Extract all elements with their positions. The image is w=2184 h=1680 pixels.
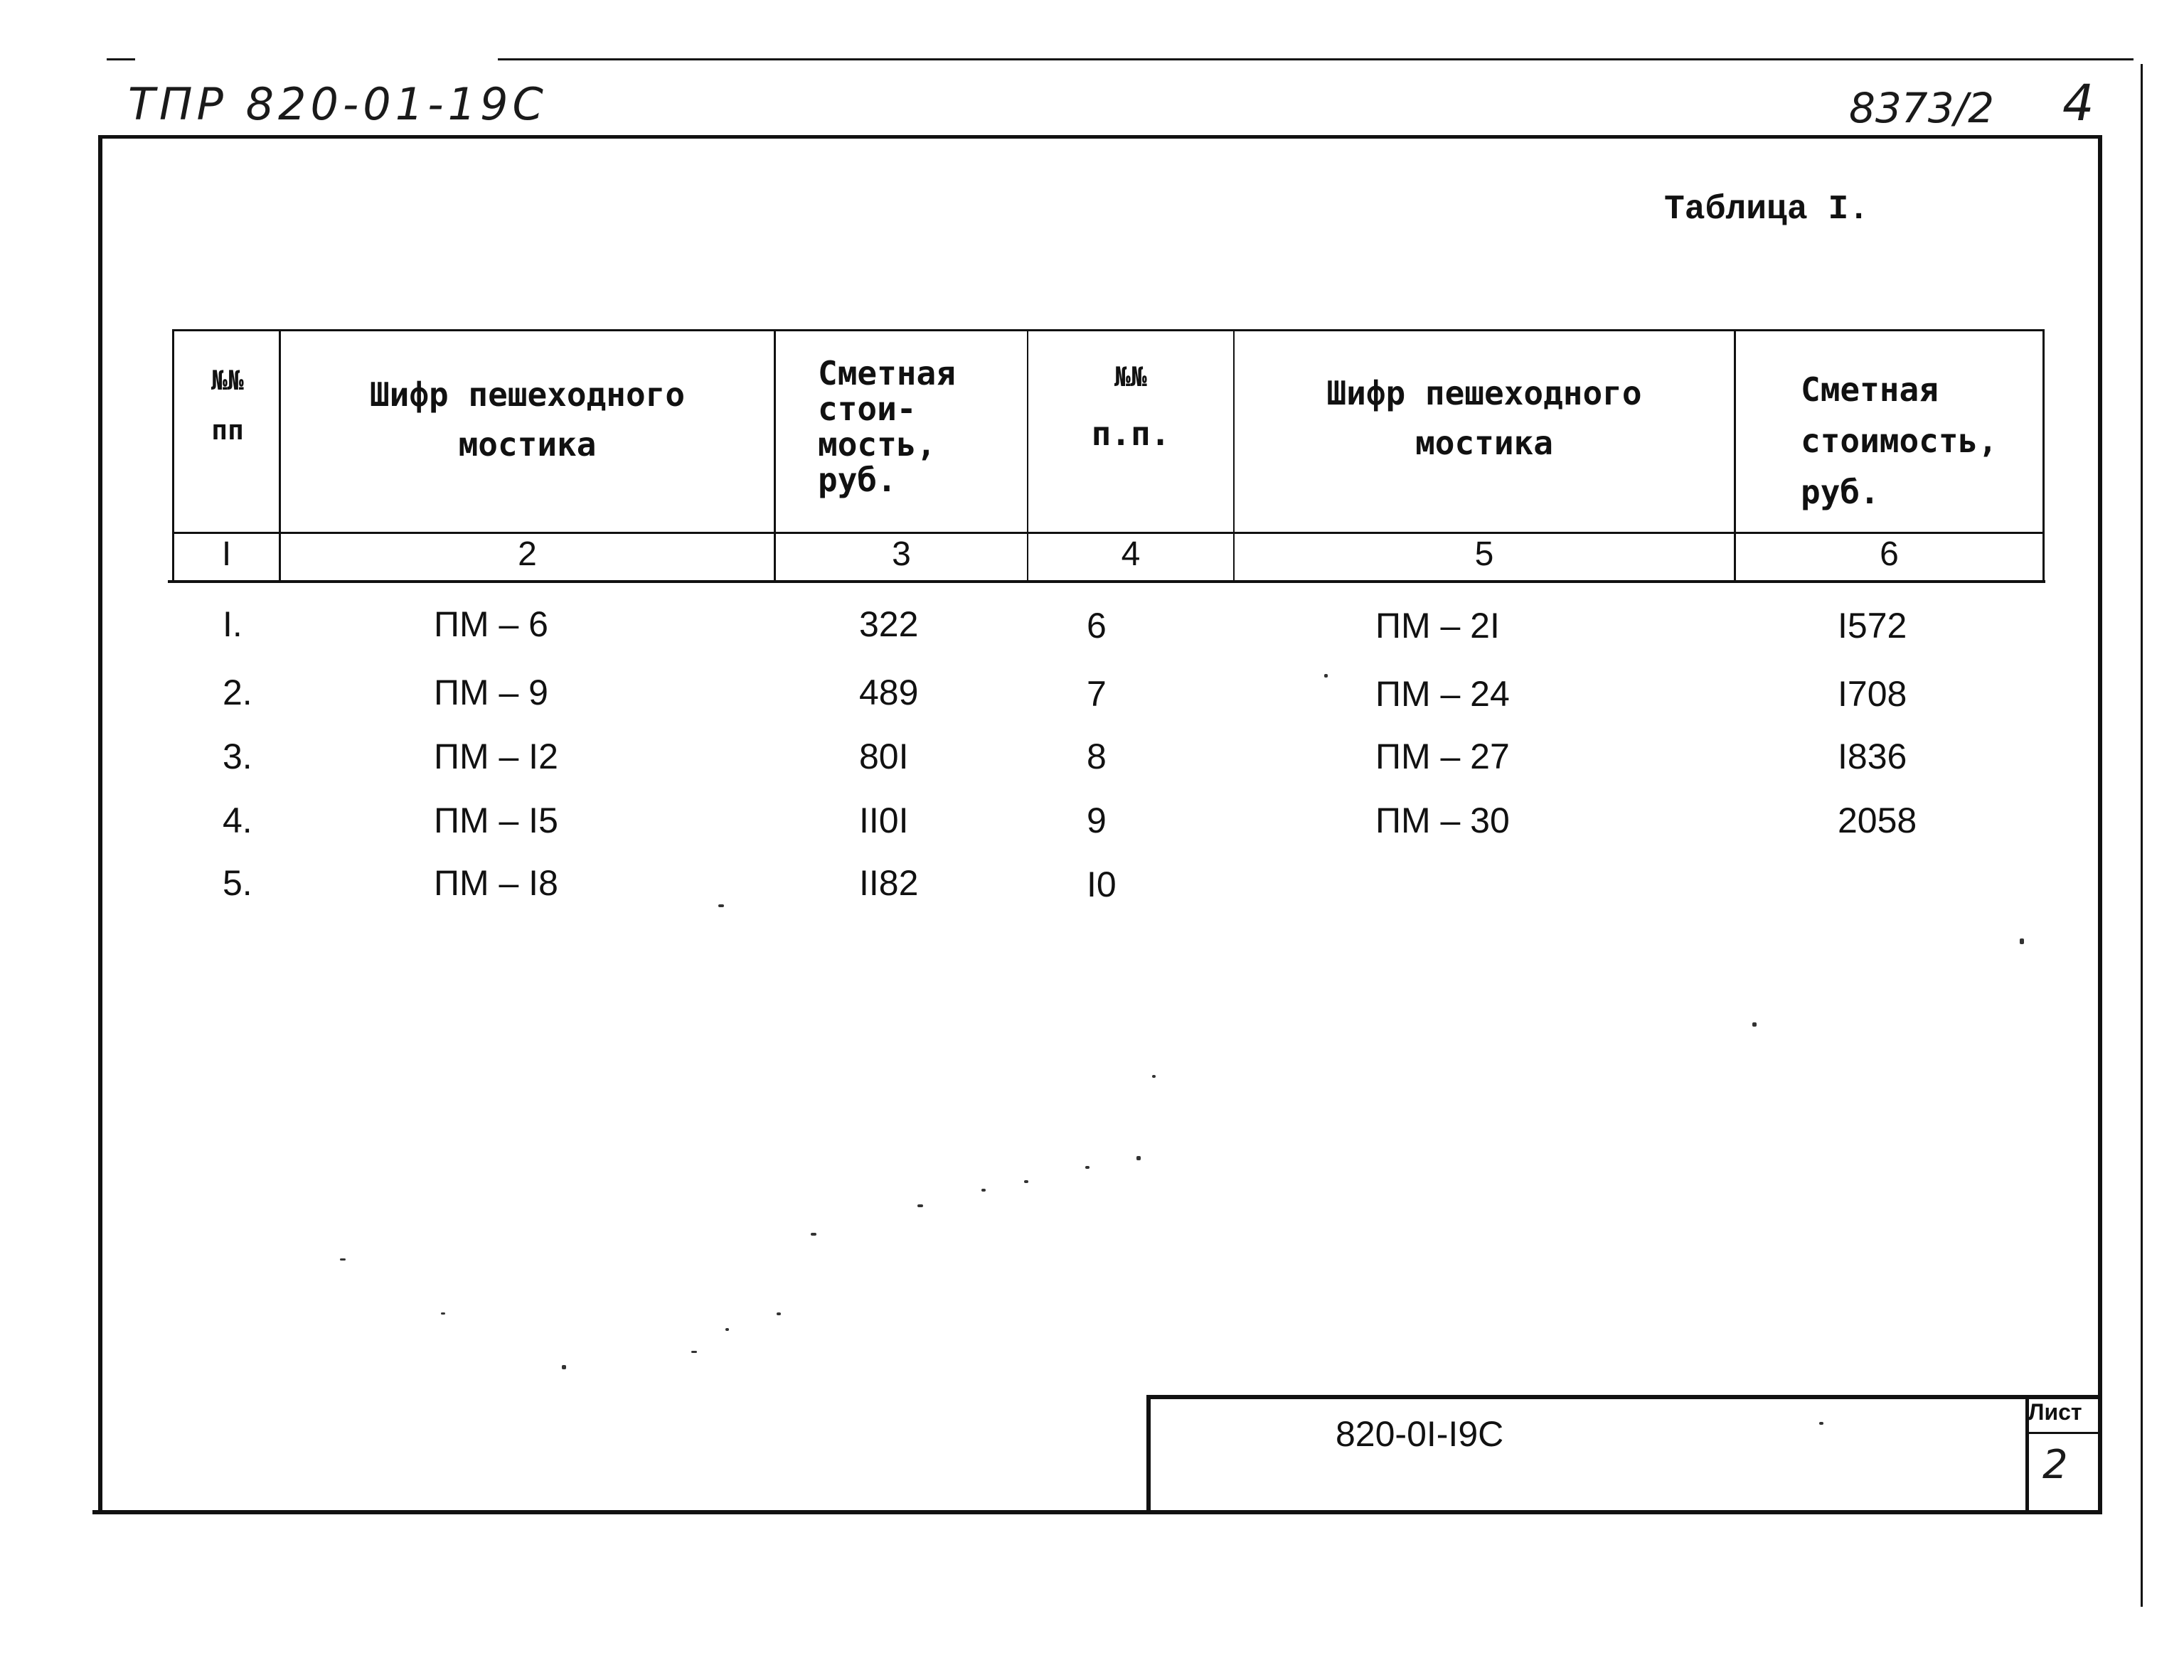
row-1-number: I. (223, 604, 243, 644)
col-header-6-line1: Сметная (1801, 370, 1939, 409)
col-header-2-line2: мостика (458, 425, 597, 464)
col-number-3: 3 (892, 535, 911, 573)
row-8-number: 8 (1087, 737, 1107, 776)
table-numbers-bottom-line (168, 580, 2045, 583)
stamp-sheet-label: Лист (2028, 1399, 2082, 1425)
scan-speck (2020, 938, 2024, 944)
row-2-number: 2. (223, 673, 252, 712)
col-header-6-line2: стоимость, (1801, 422, 1998, 460)
row-7-cost: I708 (1838, 674, 1907, 714)
col-number-1: I (221, 535, 232, 573)
stamp-sheet-number: 2 (2042, 1442, 2068, 1488)
col-header-5 (1235, 368, 1734, 468)
col-header-3-line1: Сметная (818, 354, 956, 392)
scan-speck (917, 1204, 923, 1207)
col-header-1-line2: пп (211, 414, 244, 446)
top-rule (498, 58, 2134, 60)
col-header-3-line2: стои- (818, 390, 917, 428)
scan-speck (718, 904, 724, 907)
col-number-4: 4 (1121, 535, 1141, 573)
row-4-number: 4. (223, 801, 252, 840)
table-top-line (172, 329, 2044, 331)
col-header-4-line1: №№ (1114, 361, 1147, 392)
frame-bottom (92, 1510, 2102, 1514)
col-header-6 (1801, 364, 2042, 518)
row-5-number: 5. (223, 863, 252, 903)
table-header-bottom-line (172, 532, 2044, 534)
row-8-code: ПМ – 27 (1375, 737, 1510, 776)
scan-speck (1152, 1075, 1156, 1078)
scan-speck (1024, 1180, 1028, 1183)
sheet-mark: 4 (2062, 74, 2094, 132)
col-number-6: 6 (1880, 535, 1899, 573)
col-header-4-line2: п.п. (1091, 414, 1171, 453)
table-vline-6 (2042, 329, 2045, 580)
col-header-3-line4: руб. (818, 461, 897, 499)
scan-speck (1324, 674, 1328, 678)
row-1-code: ПМ – 6 (434, 604, 548, 644)
row-3-code: ПМ – I2 (434, 737, 558, 776)
scan-speck (777, 1312, 781, 1315)
row-9-code: ПМ – 30 (1375, 801, 1510, 840)
row-8-cost: I836 (1838, 737, 1907, 776)
scan-speck (691, 1351, 697, 1353)
document-code: ТПР 820-01-19С (128, 78, 548, 130)
row-2-cost: 489 (859, 673, 919, 712)
scan-speck (562, 1365, 566, 1369)
scan-speck (1752, 1022, 1757, 1027)
scan-speck (725, 1328, 729, 1331)
row-9-cost: 2058 (1838, 801, 1917, 840)
row-6-number: 6 (1087, 606, 1107, 646)
frame-left (98, 135, 102, 1514)
row-5-code: ПМ – I8 (434, 863, 558, 903)
row-7-number: 7 (1087, 674, 1107, 714)
col-number-2: 2 (518, 535, 537, 573)
col-header-5-line1: Шифр пешеходного (1326, 374, 1642, 412)
scan-speck (1136, 1156, 1141, 1160)
col-header-2 (281, 370, 774, 469)
row-10-number: I0 (1087, 865, 1117, 904)
scan-speck (340, 1258, 346, 1261)
row-7-code: ПМ – 24 (1375, 674, 1510, 714)
row-3-cost: 80I (859, 737, 909, 776)
binding-line (2141, 64, 2143, 1607)
col-header-6-line3: руб. (1801, 473, 1880, 511)
scan-speck (1085, 1166, 1090, 1169)
scan-speck (1819, 1422, 1823, 1425)
col-header-3 (818, 355, 1024, 498)
col-header-2-line1: Шифр пешеходного (369, 375, 686, 414)
row-1-cost: 322 (859, 604, 919, 644)
scan-speck (811, 1233, 816, 1236)
top-rule-left (107, 58, 135, 60)
stamp-top-line (1148, 1395, 2102, 1399)
row-2-code: ПМ – 9 (434, 673, 548, 712)
row-5-cost: II82 (859, 863, 919, 903)
row-3-number: 3. (223, 737, 252, 776)
frame-top (100, 135, 2102, 139)
stamp-left-line (1146, 1395, 1151, 1514)
stamp-designation: 820-0I-I9С (1336, 1414, 1504, 1454)
col-header-5-line2: мостика (1415, 424, 1553, 462)
col-header-4 (1028, 348, 1233, 462)
col-header-1-line1: №№ (211, 365, 244, 396)
frame-right (2098, 135, 2102, 1514)
scan-speck (981, 1189, 986, 1192)
row-9-number: 9 (1087, 801, 1107, 840)
stamp-sheet-divider (2025, 1432, 2101, 1434)
col-header-1 (178, 355, 277, 455)
row-6-cost: I572 (1838, 606, 1907, 646)
col-number-5: 5 (1474, 535, 1494, 573)
table-title: Таблица I. (1664, 191, 1870, 229)
row-4-code: ПМ – I5 (434, 801, 558, 840)
row-6-code: ПМ – 2I (1375, 606, 1500, 646)
scan-speck (441, 1312, 445, 1315)
row-4-cost: II0I (859, 801, 909, 840)
inventory-number: 8373/2 (1849, 84, 1995, 132)
col-header-3-line3: мость, (818, 425, 937, 464)
